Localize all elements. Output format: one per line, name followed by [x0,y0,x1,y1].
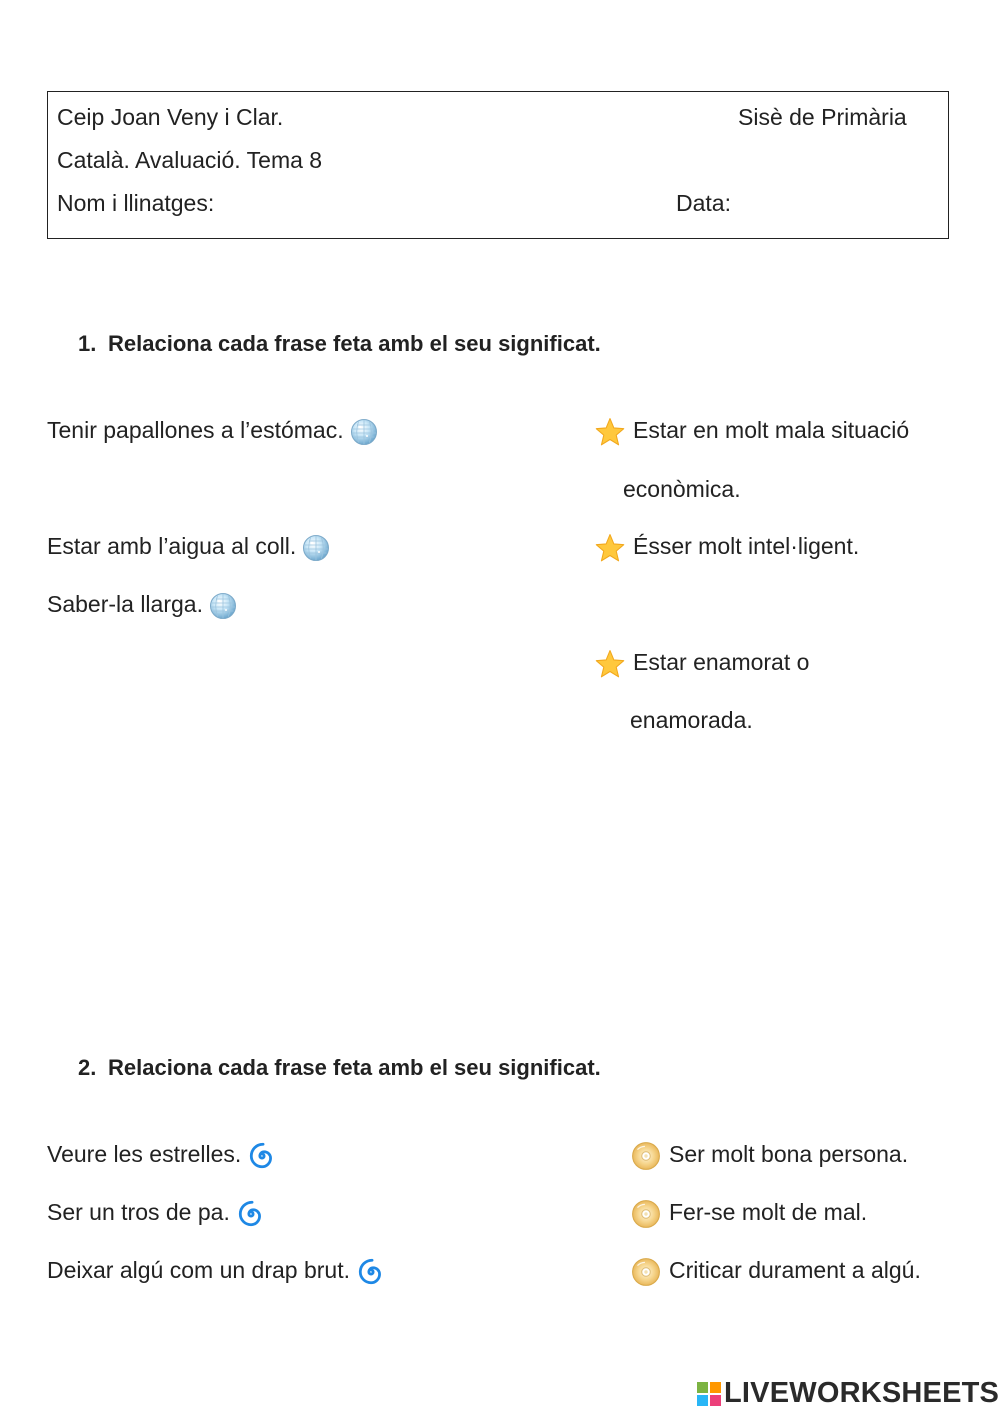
cyclone-icon[interactable] [356,1257,386,1287]
s1-right-item-3[interactable] [595,648,809,679]
cyclone-icon[interactable] [236,1199,266,1229]
s1-left-item-3-text: Saber-la llarga. [47,591,203,617]
s2-right-item-1-text: Ser molt bona persona. [669,1141,909,1167]
school-name: Ceip Joan Veny i Clar. [57,104,284,130]
section2-number: 2. [78,1055,97,1080]
liveworksheets-logo[interactable] [697,1377,999,1409]
star-icon[interactable] [595,417,625,447]
s2-right-item-2-text: Fer-se molt de mal. [669,1199,868,1225]
name-label: Nom i llinatges: [57,190,215,216]
s2-left-item-2-text: Ser un tros de pa. [47,1199,230,1225]
s1-right-item-1-line2: econòmica. [623,476,741,502]
star-icon[interactable] [595,533,625,563]
s1-left-item-1-text: Tenir papallones a l’estómac. [47,417,344,443]
section1-heading [78,330,601,358]
grade-label: Sisè de Primària [738,104,907,130]
s1-right-item-1[interactable] [595,416,909,447]
s2-right-item-3[interactable] [631,1256,921,1287]
date-label: Data: [676,190,731,216]
s2-left-item-1[interactable] [47,1140,277,1171]
s1-left-item-3[interactable] [47,590,237,620]
disco-ball-icon[interactable] [302,534,330,562]
s1-right-item-3-line1: Estar enamorat o [633,649,810,675]
section2-title: Relaciona cada frase feta amb el seu significat. [108,1055,601,1080]
section1-number: 1. [78,331,97,356]
s1-right-item-2[interactable] [595,532,859,563]
s1-left-item-2-text: Estar amb l’aigua al coll. [47,533,297,559]
s2-left-item-2[interactable] [47,1198,266,1229]
subject-label: Català. Avaluació. Tema 8 [57,147,323,173]
s1-right-item-3-line2: enamorada. [630,707,753,733]
section2-heading [78,1054,601,1082]
dvd-icon[interactable] [631,1199,661,1229]
dvd-icon[interactable] [631,1257,661,1287]
s1-left-item-1[interactable] [47,416,378,446]
s1-right-item-2-line1: Ésser molt intel·ligent. [633,533,860,559]
s2-left-item-1-text: Veure les estrelles. [47,1141,242,1167]
liveworksheets-logo-icon [697,1382,721,1406]
star-icon[interactable] [595,649,625,679]
disco-ball-icon[interactable] [209,592,237,620]
cyclone-icon[interactable] [247,1141,277,1171]
s2-right-item-3-text: Criticar durament a algú. [669,1257,921,1283]
s2-right-item-2[interactable] [631,1198,867,1229]
s2-right-item-1[interactable] [631,1140,908,1171]
liveworksheets-logo-text: LIVEWORKSHEETS [724,1377,1000,1409]
s1-left-item-2[interactable] [47,532,330,562]
dvd-icon[interactable] [631,1141,661,1171]
s2-left-item-3-text: Deixar algú com un drap brut. [47,1257,350,1283]
s1-right-item-1-line1: Estar en molt mala situació [633,417,910,443]
section1-title: Relaciona cada frase feta amb el seu significat. [108,331,601,356]
disco-ball-icon[interactable] [350,418,378,446]
s2-left-item-3[interactable] [47,1256,386,1287]
